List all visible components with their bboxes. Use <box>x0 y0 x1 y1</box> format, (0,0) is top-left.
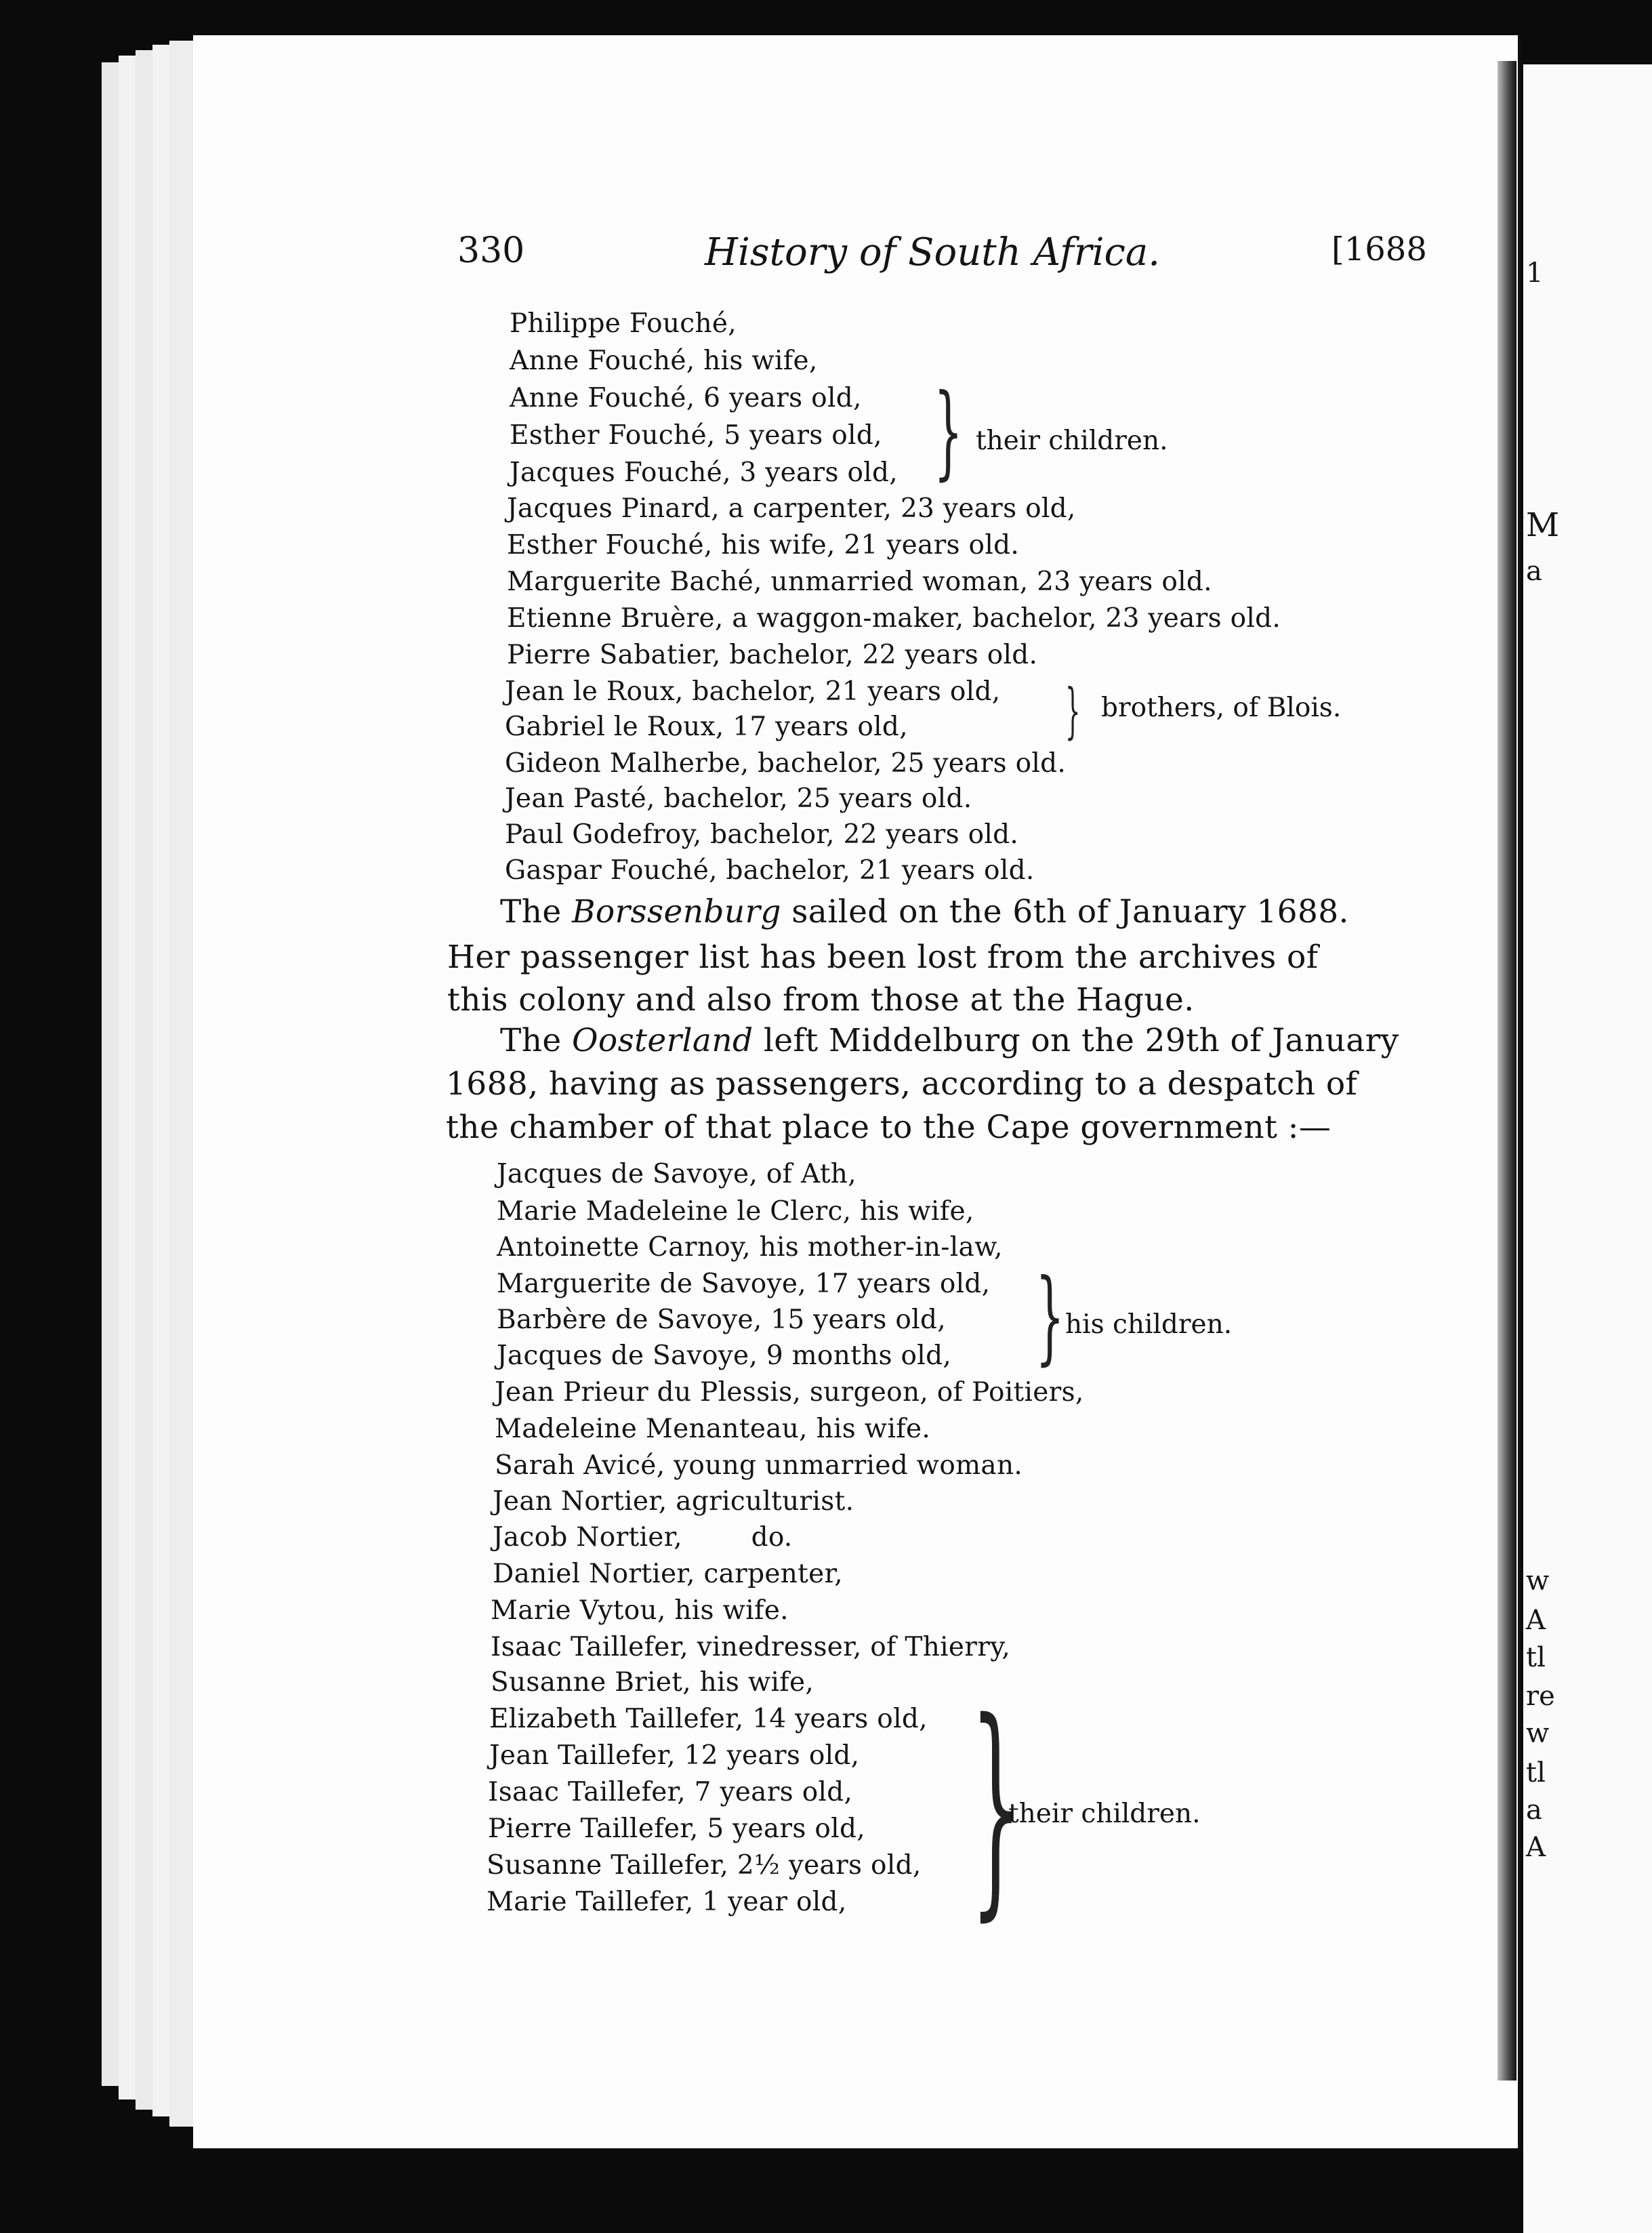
list-item: Anne Fouché, 6 years old, <box>510 383 862 413</box>
brace-label: his children. <box>1065 1309 1233 1340</box>
list-item: Gideon Malherbe, bachelor, 25 years old. <box>505 748 1067 779</box>
list-item: Marie Madeleine le Clerc, his wife, <box>497 1196 974 1227</box>
list-item: Jean Taillefer, 12 years old, <box>489 1740 860 1771</box>
list-item: Anne Fouché, his wife, <box>510 346 818 376</box>
facing-page-fragment: tl <box>1526 1757 1546 1788</box>
list-item: Barbère de Savoye, 15 years old, <box>497 1305 946 1335</box>
paragraph-line: Her passenger list has been lost from the archives of <box>447 939 1319 976</box>
facing-page-fragment: w <box>1526 1718 1550 1749</box>
list-item: Esther Fouché, his wife, 21 years old. <box>507 530 1020 560</box>
book-gutter <box>1498 61 1516 2081</box>
list-item: Antoinette Carnoy, his mother-in-law, <box>497 1232 1003 1263</box>
facing-page-fragment: 1 <box>1526 258 1544 289</box>
brace-label: their children. <box>1008 1799 1201 1829</box>
paragraph-line: The Borssenburg sailed on the 6th of January 1688. <box>500 893 1349 930</box>
brace-icon: } <box>970 1673 1022 1941</box>
list-item: Jacques de Savoye, of Ath, <box>497 1159 856 1189</box>
facing-page-fragment: M <box>1526 506 1560 544</box>
list-item: Isaac Taillefer, vinedresser, of Thierry, <box>491 1632 1011 1662</box>
facing-page-edge <box>1523 64 1652 2233</box>
list-item: Elizabeth Taillefer, 14 years old, <box>489 1704 928 1734</box>
ship-name: Borssenburg <box>571 893 781 930</box>
list-item: Jacob Nortier, do. <box>493 1522 793 1553</box>
list-item: Marie Vytou, his wife. <box>491 1595 789 1626</box>
list-item: Pierre Sabatier, bachelor, 22 years old. <box>507 640 1038 670</box>
list-item: Jacques Pinard, a carpenter, 23 years old, <box>507 493 1076 524</box>
list-item: Esther Fouché, 5 years old, <box>510 420 882 451</box>
facing-page-fragment: re <box>1526 1681 1555 1712</box>
list-item: Madeleine Menanteau, his wife. <box>495 1414 931 1444</box>
list-item: Paul Godefroy, bachelor, 22 years old. <box>505 819 1019 850</box>
paragraph-line: the chamber of that place to the Cape government :— <box>446 1109 1331 1146</box>
list-item: Susanne Briet, his wife, <box>491 1667 814 1698</box>
running-year: [1688 <box>1331 230 1427 268</box>
list-item: Jean Nortier, agriculturist. <box>493 1486 854 1517</box>
list-item: Sarah Avicé, young unmarried woman. <box>495 1450 1023 1481</box>
list-item: Jean Prieur du Plessis, surgeon, of Poitiers, <box>495 1377 1084 1408</box>
list-item: Gabriel le Roux, 17 years old, <box>505 712 908 742</box>
list-item: Gaspar Fouché, bachelor, 21 years old. <box>505 855 1035 886</box>
paragraph-line: The Oosterland left Middelburg on the 29th of January <box>500 1022 1399 1059</box>
list-item: Susanne Taillefer, 2½ years old, <box>487 1850 922 1881</box>
paragraph-line: this colony and also from those at the Hague. <box>447 981 1195 1019</box>
facing-page-fragment: A <box>1526 1605 1546 1636</box>
list-item: Pierre Taillefer, 5 years old, <box>488 1814 865 1844</box>
facing-page-fragment: tl <box>1526 1642 1546 1673</box>
page-number: 330 <box>457 230 525 271</box>
list-item: Philippe Fouché, <box>510 308 737 339</box>
list-item: Marguerite de Savoye, 17 years old, <box>497 1269 991 1299</box>
list-item: Isaac Taillefer, 7 years old, <box>488 1777 853 1807</box>
list-item: Jacques de Savoye, 9 months old, <box>497 1340 952 1371</box>
list-item: Jacques Fouché, 3 years old, <box>510 457 899 488</box>
facing-page-fragment: a <box>1526 1795 1542 1826</box>
brace-label: brothers, of Blois. <box>1101 693 1342 723</box>
brace-label: their children. <box>976 426 1168 456</box>
paragraph-line: 1688, having as passengers, according to a despatch of <box>446 1065 1358 1103</box>
running-title: History of South Africa. <box>705 230 1161 274</box>
brace-icon: } <box>1065 676 1081 745</box>
facing-page-fragment: A <box>1526 1832 1546 1863</box>
ship-name: Oosterland <box>571 1022 753 1059</box>
list-item: Etienne Bruère, a waggon-maker, bachelor, 23 years old. <box>507 603 1281 634</box>
facing-page-fragment: a <box>1526 556 1542 587</box>
list-item: Marie Taillefer, 1 year old, <box>487 1887 847 1917</box>
list-item: Daniel Nortier, carpenter, <box>493 1559 843 1589</box>
brace-icon: } <box>1035 1258 1065 1376</box>
list-item: Jean le Roux, bachelor, 21 years old, <box>505 676 1001 707</box>
list-item: Marguerite Baché, unmarried woman, 23 years old. <box>507 567 1212 597</box>
facing-page-fragment: w <box>1526 1565 1550 1597</box>
list-item: Jean Pasté, bachelor, 25 years old. <box>505 783 972 814</box>
brace-icon: } <box>934 373 963 491</box>
